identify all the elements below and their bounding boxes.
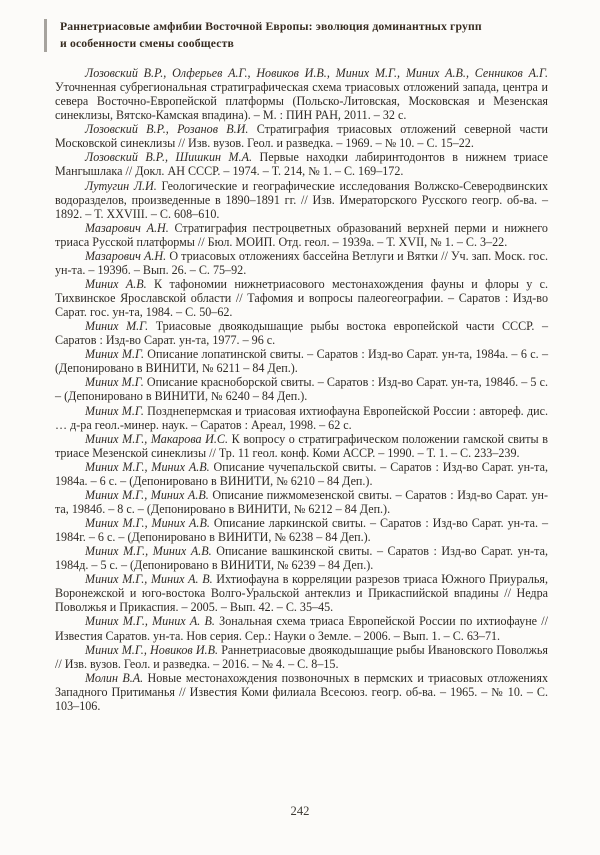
reference-text: Описание вашкинской свиты. – Саратов : Изд-во Сарат. ун-та, 1984д. – 5 с. – (Депонировано в ВИНИТИ, № 6239 – 84 Деп.). — [55, 544, 548, 573]
reference-authors: Миних М.Г. — [85, 403, 144, 418]
reference-authors: Миних М.Г., Новиков И.В. — [85, 642, 218, 657]
reference-entry — [55, 277, 548, 319]
reference-authors: Миних М.Г. — [85, 319, 149, 334]
running-header-line-2: и особенности смены сообществ — [60, 36, 234, 50]
reference-entry — [55, 488, 548, 516]
references-list — [55, 66, 548, 713]
header-rule-divider — [44, 19, 47, 52]
reference-text: Описание ларкинской свиты. – Саратов : Изд-во Сарат. ун-та. – 1984г. – 6 с. – (Депонировано в ВИНИТИ, № 6238 – 84 Деп.). — [55, 516, 548, 545]
reference-text: Уточненная субрегиональная стратиграфическая схема триасовых отложений запада, центра и севера Восточно-Европейской платформы (Польско-Литовская, Московская и Мезенская синеклизы, Вятско-Камская впадина). – М. : ПИН РАН, 2011. – 32 с. — [55, 80, 548, 123]
reference-text: Первые находки лабиринтодонтов в нижнем триасе Мангышлака // Докл. АН СССР. – 1974. – Т. 214, № 1. – С. 169–172. — [55, 150, 548, 179]
reference-authors: Лутугин Л.И. — [85, 178, 157, 193]
reference-entry — [55, 614, 548, 642]
reference-authors: Миних М.Г., Миних А.В. — [85, 516, 210, 530]
reference-text: Новые местонахождения позвоночных в пермских и триасовых отложениях Западного Притиманья // Известия Коми филиала Всесоюз. геогр. об-ва. – 1965. – № 10. – С. 103–106. — [55, 670, 548, 713]
reference-text: К вопросу о стратиграфическом положении гамской свиты в триасе Мезенской синеклизы // Тр. 11 геол. конф. Коми АССР. – 1990. – Т. 1. – С. 233–239. — [55, 431, 548, 460]
reference-authors: Миних М.Г., Миних А. В. — [85, 614, 215, 629]
reference-text: Описание пижмомезенской свиты. – Саратов : Изд-во Сарат. ун-та, 1984б. – 8 с. – (Депонировано в ВИНИТИ, № 6212 – 84 Деп.). — [55, 487, 548, 516]
reference-text: К тафономии нижнетриасового местонахождения фауны и флоры у с. Тихвинское Ярославской области // Тафомия и вопросы палеогеографии. – Саратов : Изд-во Сарат. гос. ун-та, 1984. – С. 50–62. — [55, 276, 548, 320]
reference-entry — [55, 671, 548, 713]
reference-entry — [55, 516, 548, 544]
reference-authors: Миних М.Г. — [85, 375, 144, 390]
running-header-line-1: Раннетриасовые амфибии Восточной Европы: эволюция доминантных групп — [60, 20, 482, 33]
reference-entry — [55, 122, 548, 150]
reference-authors: Мазарович А.Н. — [85, 220, 169, 235]
running-header — [44, 19, 564, 52]
reference-entry — [55, 460, 548, 488]
reference-text: Геологические и географические исследования Волжско-Северодвинских водоразделов, произведенные в 1890–1891 гг. // Изв. Имераторского Русского геогр. об-ва. – 1892. – Т. XXVIII. – С. 608–610. — [55, 178, 548, 221]
reference-authors: Миних А.В. — [85, 276, 147, 291]
reference-authors: Лозовский В.Р., Шишкин М.А. — [85, 150, 252, 165]
reference-entry — [55, 347, 548, 375]
reference-text: Стратиграфия триасовых отложений северной части Московской синеклизы // Изв. вузов. Геол. и разведка. – 1969. – № 10. – С. 15–22. — [55, 122, 548, 151]
reference-text: Ихтиофауна в корреляции разрезов триаса Южного Приуралья, Воронежской и юго-востока Волго-Уральской антеклиз и Прикаспийской впадины // Недра Поволжья и Прикаспия. – 2005. – Вып. 42. – С. 35–45. — [55, 572, 548, 615]
reference-entry — [55, 572, 548, 614]
reference-authors: Миних М.Г., Миних А.В. — [85, 459, 210, 474]
reference-text: Позднепермская и триасовая ихтиофауна Европейской России : автореф. дис. … д-ра геол.-минер. наук. – Саратов : Ареал, 1998. – 62 с. — [55, 403, 548, 432]
reference-text: О триасовых отложениях бассейна Ветлуги и Вятки // Уч. зап. Моск. гос. ун-та. – 1939б. – Вып. 26. – С. 75–92. — [55, 248, 548, 277]
reference-text: Зональная схема триаса Европейской России по ихтиофауне // Известия Саратов. ун-та. Нов серия. Сер.: Науки о Земле. – 2006. – Вып. 1. – С. 63–71. — [55, 614, 548, 643]
reference-entry — [55, 404, 548, 432]
reference-entry — [55, 319, 548, 347]
reference-text: Описание лопатинской свиты. – Саратов : Изд-во Сарат. ун-та, 1984а. – 6 с. – (Депонировано в ВИНИТИ, № 6211 – 84 Деп.). — [55, 347, 548, 376]
reference-entry — [55, 221, 548, 249]
reference-authors: Миних М.Г. — [85, 347, 144, 362]
reference-authors: Миних М.Г., Миних А. В. — [85, 572, 213, 587]
running-header-title — [60, 19, 482, 52]
reference-entry — [55, 375, 548, 403]
reference-entry — [55, 150, 548, 178]
reference-entry — [55, 643, 548, 671]
reference-text: Описание красноборской свиты. – Саратов : Изд-во Сарат. ун-та, 1984б. – 5 с. – (Депонировано в ВИНИТИ, № 6240 – 84 Деп.). — [55, 375, 548, 404]
reference-authors: Мазарович А.Н. — [85, 248, 167, 263]
reference-text: Раннетриасовые двоякодышащие рыбы Ивановского Поволжья // Изв. вузов. Геол. и разведка. – 2016. – № 4. – С. 8–15. — [55, 642, 548, 671]
reference-entry — [55, 66, 548, 122]
reference-entry — [55, 432, 548, 460]
reference-text: Стратиграфия пестроцветных образований верхней перми и нижнего триаса Русской платформы // Бюл. МОИП. Отд. геол. – 1939а. – Т. XVII, № 1. – С. 3–22. — [55, 220, 548, 249]
reference-entry — [55, 544, 548, 572]
reference-text: Описание чучепальской свиты. – Саратов : Изд-во Сарат. ун-та, 1984а. – 6 с. – (Депонировано в ВИНИТИ, № 6210 – 84 Деп.). — [55, 459, 548, 488]
reference-authors: Миних М.Г., Макарова И.С. — [85, 431, 229, 446]
reference-authors: Миних М.Г., Миних А.В. — [85, 544, 212, 559]
page-number: 242 — [290, 804, 310, 818]
reference-authors: Лозовский В.Р., Олферьев А.Г., Новиков И.В., Миних М.Г., Миних А.В., Сенников А.Г. — [85, 66, 548, 80]
reference-authors: Лозовский В.Р., Розанов В.И. — [85, 122, 249, 137]
reference-text: Триасовые двоякодышащие рыбы востока европейской части СССР. – Саратов : Изд-во Сарат. ун-та, 1977. – 96 с. — [55, 319, 548, 348]
reference-authors: Миних М.Г., Миних А.В. — [85, 487, 209, 502]
reference-entry — [55, 249, 548, 277]
reference-authors: Молин В.А. — [85, 670, 144, 685]
reference-entry — [55, 179, 548, 221]
